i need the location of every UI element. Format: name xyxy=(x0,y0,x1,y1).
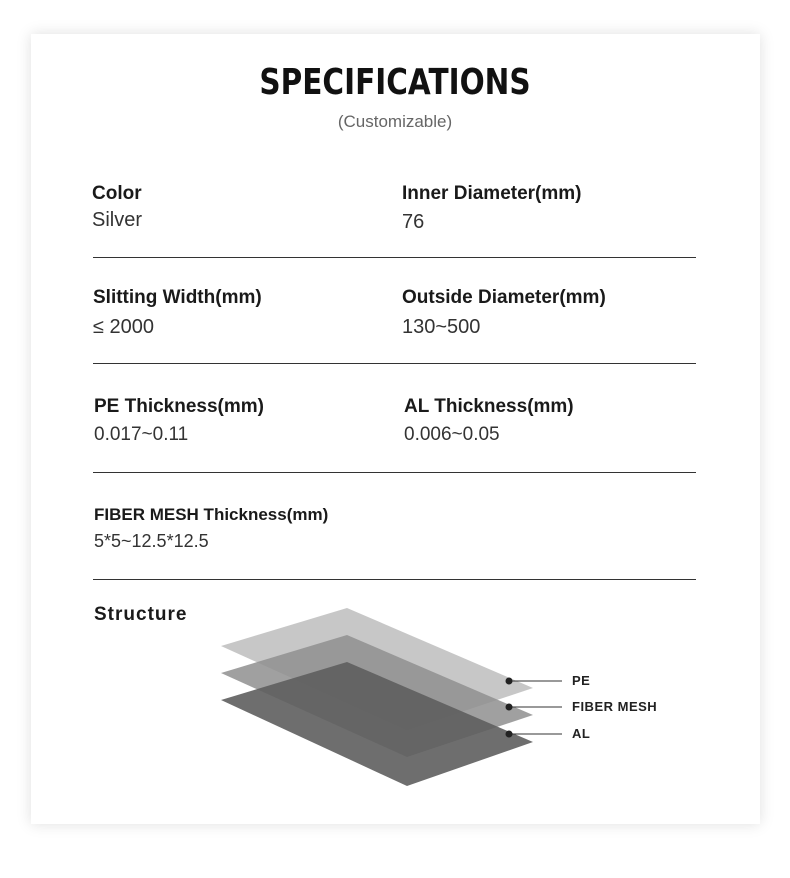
al-leader-dot xyxy=(506,731,513,738)
spec-label: Color xyxy=(92,183,142,204)
layer-label-fiber-mesh: FIBER MESH xyxy=(572,699,658,714)
page-title: SPECIFICATIONS xyxy=(259,62,531,103)
spec-value: 76 xyxy=(402,211,425,233)
spec-value: Silver xyxy=(92,209,143,231)
structure-label: Structure xyxy=(94,604,188,625)
spec-value: 130~500 xyxy=(402,316,481,338)
spec-value: 0.006~0.05 xyxy=(404,424,500,445)
spec-label: Outside Diameter(mm) xyxy=(402,287,606,308)
spec-label: AL Thickness(mm) xyxy=(404,396,574,417)
pe-leader-dot xyxy=(506,678,513,685)
spec-value: 0.017~0.11 xyxy=(94,424,189,445)
spec-label: Slitting Width(mm) xyxy=(93,287,262,308)
layer-label-al: AL xyxy=(572,726,591,741)
fiber-mesh-leader-dot xyxy=(506,704,513,711)
spec-value: 5*5~12.5*12.5 xyxy=(94,531,209,551)
page-subtitle: (Customizable) xyxy=(337,112,453,131)
layer-label-pe: PE xyxy=(572,673,591,688)
spec-label: FIBER MESH Thickness(mm) xyxy=(94,505,329,524)
spec-label: Inner Diameter(mm) xyxy=(402,183,582,204)
spec-label: PE Thickness(mm) xyxy=(94,396,264,417)
spec-value: ≤ 2000 xyxy=(93,316,155,338)
